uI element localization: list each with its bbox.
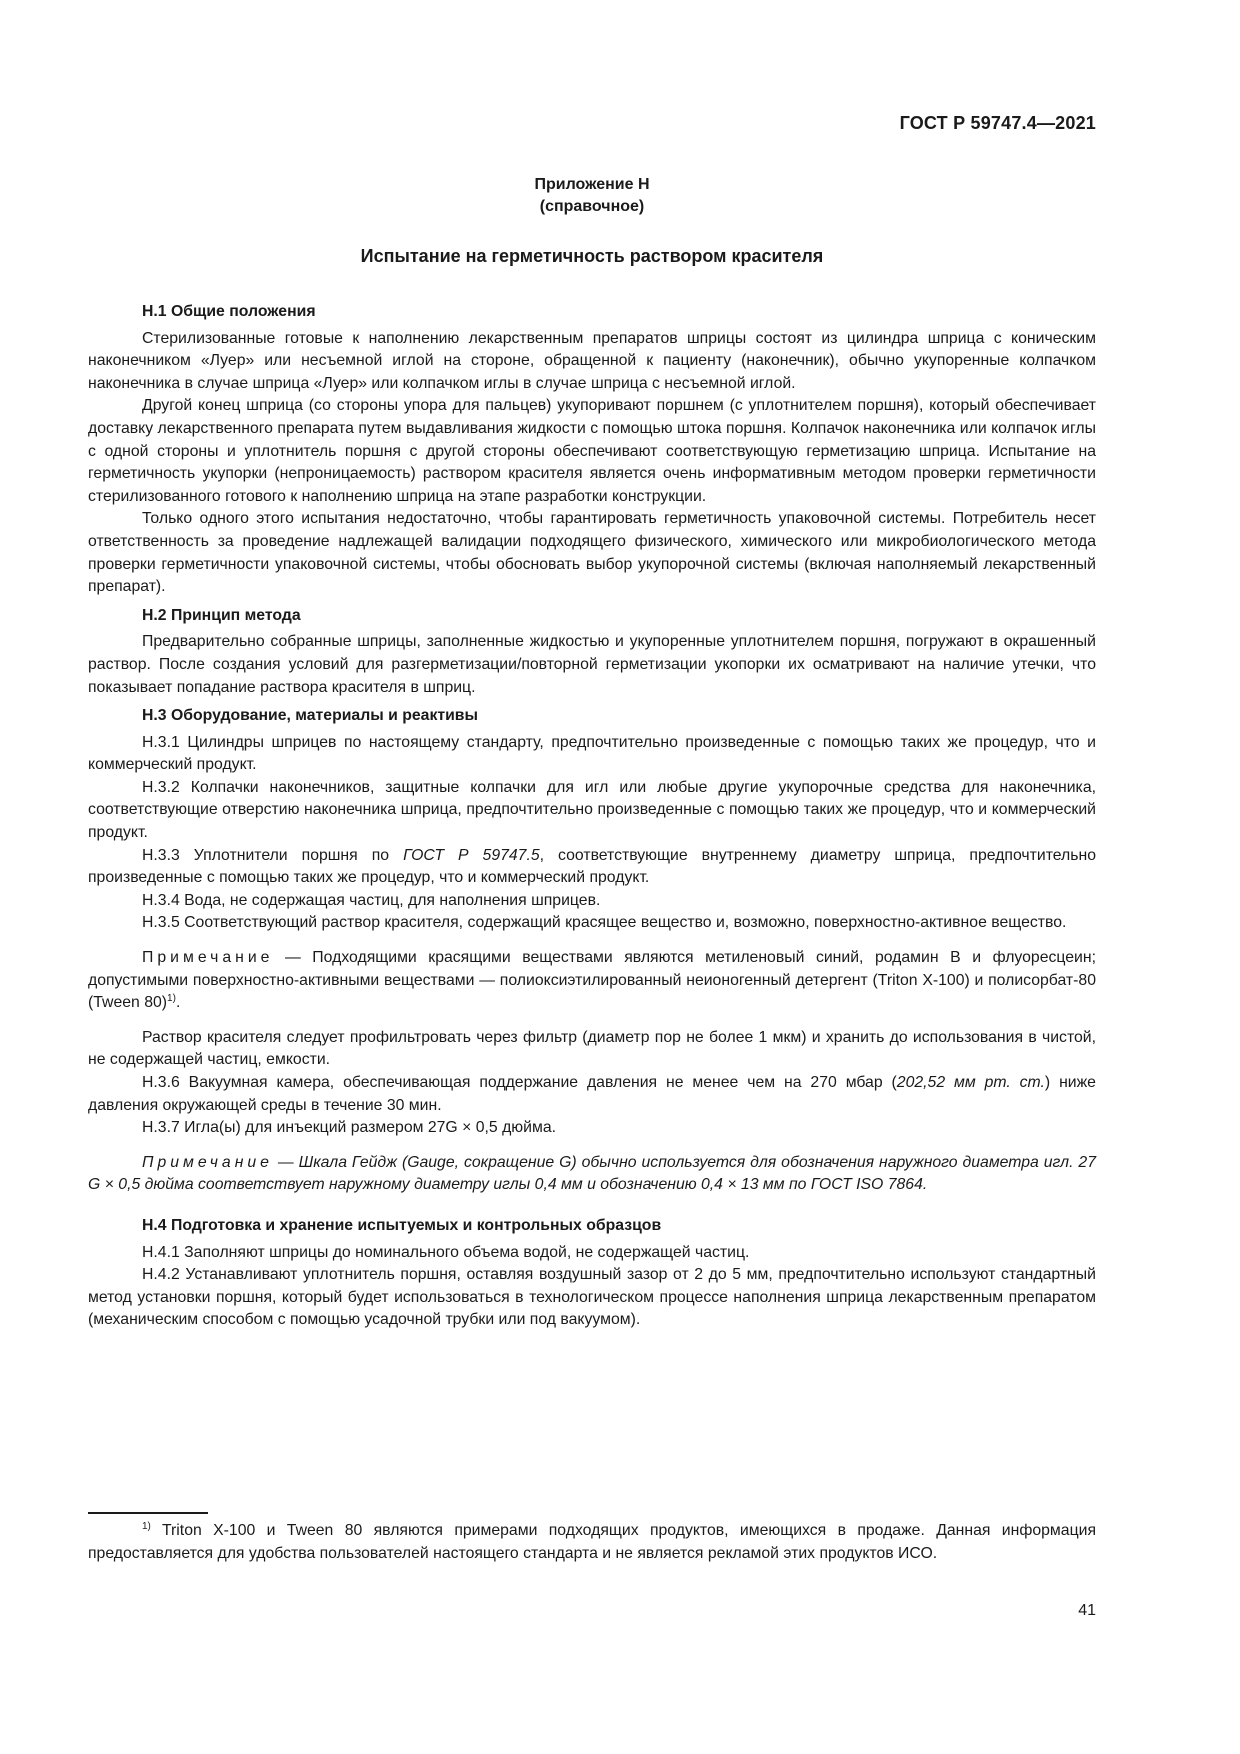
page-number: 41 bbox=[1078, 1602, 1096, 1619]
footnote-divider bbox=[88, 1512, 208, 1514]
footnote-ref: 1) bbox=[167, 993, 176, 1005]
text-run: Н.3.6 Вакуумная камера, обеспечивающая поддержание давления не менее чем на 270 мбар ( bbox=[142, 1074, 897, 1091]
paragraph: Стерилизованные готовые к наполнению лекарственным препаратов шприцы состоят из цилиндра шприца с коническим наконечником «Луер» или несъемной иглой на стороне, обращенной к пациенту (наконечник), обычно укупоренные колпачком наконечника в случае шприца «Луер» или колпачком иглы в случае шприца с несъемной иглой. bbox=[88, 329, 1096, 392]
appendix-subtitle: (справочное) bbox=[539, 198, 645, 215]
note-label: Примечание bbox=[142, 1153, 273, 1171]
appendix-title bbox=[88, 174, 1096, 218]
footnote-marker: 1) bbox=[142, 1521, 151, 1532]
paragraph: Н.3.5 Соответствующий раствор красителя, содержащий красящее вещество и, возможно, поверхностно-активное вещество. bbox=[142, 914, 1067, 932]
heading-h4: Н.4 Подготовка и хранение испытуемых и контрольных образцов bbox=[142, 1216, 662, 1234]
heading-h1: Н.1 Общие положения bbox=[142, 303, 316, 320]
note-end: . bbox=[175, 994, 181, 1012]
footnote-text: Triton X-100 и Tween 80 являются примерами подходящих продуктов, имеющихся в продаже. Данная информация предоставляется для удобства пользователей настоящего стандарта и не является рекламой этих продуктов ИСО. bbox=[88, 1522, 1096, 1562]
paragraph: Н.3.1 Цилиндры шприцев по настоящему стандарту, предпочтительно произведенные с помощью таких же процедур, что и коммерческий продукт. bbox=[88, 733, 1096, 774]
document-page bbox=[88, 0, 1096, 1754]
heading-h2: Н.2 Принцип метода bbox=[142, 606, 301, 624]
paragraph: Н.4.2 Устанавливают уплотнитель поршня, оставляя воздушный зазор от 2 до 5 мм, предпочтительно используют стандартный метод установки поршня, который будет использоваться в технологическом процессе наполнения шприца лекарственным препаратом (механическим способом с помощью усадочной трубки или под вакуумом). bbox=[88, 1266, 1096, 1329]
text-run: ) ниже давления окружающей среды в течение 30 мин. bbox=[88, 1074, 1096, 1114]
text-run: Н.3.3 Уплотнители поршня по bbox=[142, 846, 404, 864]
footnote bbox=[88, 1520, 1096, 1565]
paragraph: Другой конец шприца (со стороны упора для пальцев) укупоривают поршнем (с уплотнителем поршня), который обеспечивает доставку лекарственного препарата путем выдавливания жидкости с помощью штока поршня. Колпачок наконечника или колпачок иглы с одной стороны и уплотнитель поршня с другой стороны обеспечивают соответствующую герметизацию шприца. Испытание на герметичность укупорки (непроницаемость) раствором красителя является очень информативным методом проверки герметичности стерилизованного готового к наполнению шприца на этапе разработки конструкции. bbox=[88, 397, 1096, 505]
paragraph: Только одного этого испытания недостаточно, чтобы гарантировать герметичность упаковочной системы. Потребитель несет ответственность за проведение надлежащей валидации подходящего физического, химического или микробиологического метода проверки герметичности упаковочной системы, чтобы обосновать выбор укупорочной системы (включая наполняемый лекарственный препарат). bbox=[88, 510, 1096, 596]
paragraph: Предварительно собранные шприцы, заполненные жидкостью и укупоренные уплотнителем поршня, погружают в окрашенный раствор. После создания условий для разгерметизации/повторной герметизации укопорки их осматривают на наличие утечки, что показывает попадание раствора красителя в шприц. bbox=[88, 633, 1096, 696]
paragraph bbox=[88, 845, 1096, 890]
paragraph: Раствор красителя следует профильтровать через фильтр (диаметр пор не более 1 мкм) и хранить до использования в чистой, не содержащей частиц, емкости. bbox=[88, 1028, 1096, 1069]
note-text: — Подходящими красящими веществами являются метиленовый синий, родамин В и флуоресцеин; допустимыми поверхностно-активными веществами — полиоксиэтилированный неионогенный детергент (Triton X-100) и полисорбат-80 (Tween 80) bbox=[88, 949, 1096, 1012]
note-text: — Шкала Гейдж (Gauge, сокращение G) обычно используется для обозначения наружного диаметра игл. 27 G × 0,5 дюйма соответствует наружному диаметру иглы 0,4 мм и обозначению 0,4 × 13 мм по ГОСТ ISO 7864. bbox=[88, 1153, 1096, 1194]
note-2 bbox=[88, 1152, 1096, 1197]
paragraph: Н.4.1 Заполняют шприцы до номинального объема водой, не содержащей частиц. bbox=[142, 1243, 750, 1261]
appendix-label: Приложение Н bbox=[534, 176, 650, 193]
paragraph: Н.3.4 Вода, не содержащая частиц, для наполнения шприцев. bbox=[142, 891, 601, 909]
note-label: Примечание bbox=[142, 949, 274, 967]
paragraph: Н.3.7 Игла(ы) для инъекций размером 27G × 0,5 дюйма. bbox=[142, 1119, 556, 1137]
standard-reference: ГОСТ Р 59747.5 bbox=[403, 846, 540, 864]
document-body bbox=[88, 301, 1096, 1332]
heading-h3: Н.3 Оборудование, материалы и реактивы bbox=[142, 707, 478, 725]
text-run: , соответствующие внутреннему диаметру шприца, предпочтительно произведенные с помощью таких же процедур, что и коммерческий продукт. bbox=[88, 846, 1096, 887]
paragraph: Н.3.2 Колпачки наконечников, защитные колпачки для игл или любые другие укупорочные средства для наконечника, соответствующие отверстию наконечника шприца, предпочтительно произведенные с помощью таких же процедур, что и коммерческий продукт. bbox=[88, 778, 1096, 842]
note-1 bbox=[88, 947, 1096, 1015]
paragraph bbox=[88, 1072, 1096, 1117]
section-title: Испытание на герметичность раствором красителя bbox=[360, 246, 824, 266]
italic-run: 202,52 мм рт. ст. bbox=[896, 1074, 1045, 1091]
document-number: ГОСТ Р 59747.4—2021 bbox=[899, 113, 1096, 133]
